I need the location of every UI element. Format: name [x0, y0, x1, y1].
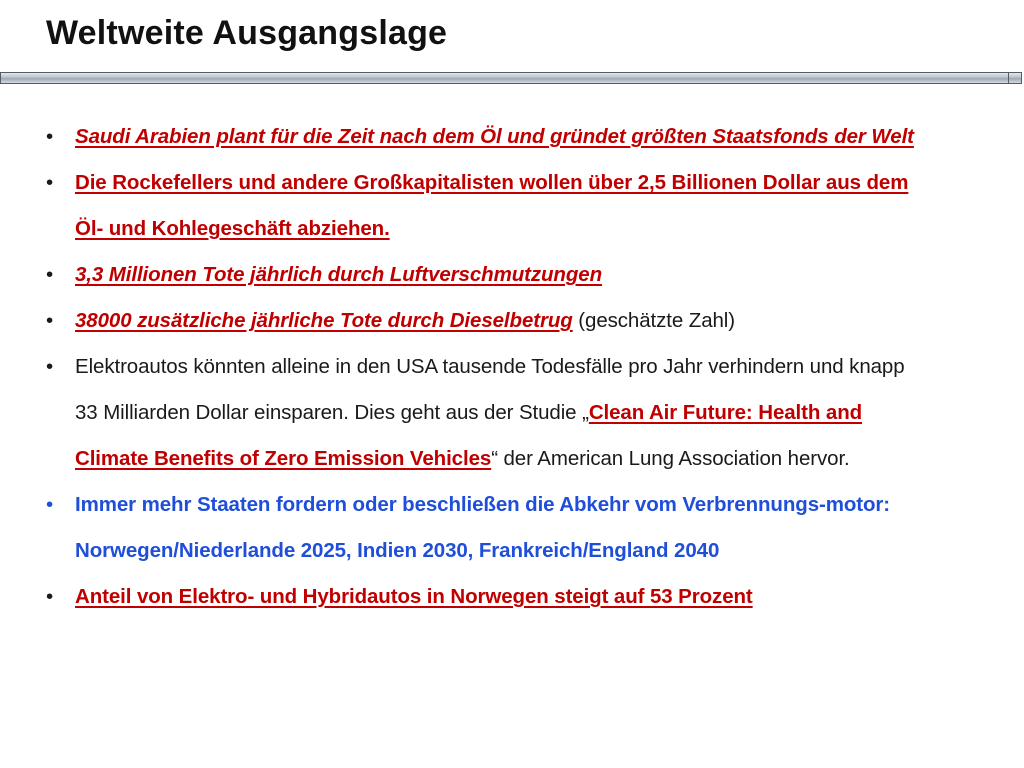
- bullet-item-norway-share: [46, 574, 926, 620]
- link-saudi-arabia[interactable]: Saudi Arabien plant für die Zeit nach dem Öl und gründet größten Staatsfonds der Welt: [75, 125, 914, 148]
- bullet-dot-icon: •: [46, 355, 54, 378]
- link-air-pollution[interactable]: 3,3 Millionen Tote jährlich durch Luftverschmutzungen: [75, 263, 602, 286]
- link-rockefellers[interactable]: Die Rockefellers und andere Großkapitalisten wollen über 2,5 Billionen Dollar aus dem Öl- und Kohlegeschäft abziehen.: [75, 171, 909, 240]
- bullet-dot-icon: •: [46, 585, 54, 608]
- bullet-item-air-pollution: [46, 252, 926, 298]
- bullet-item-diesel: [46, 298, 926, 344]
- link-norway-share[interactable]: Anteil von Elektro- und Hybridautos in Norwegen steigt auf 53 Prozent: [75, 585, 753, 608]
- link-diesel-fraud[interactable]: 38000 zusätzliche jährliche Tote durch Dieselbetrug: [75, 309, 573, 332]
- combustion-ban-text: Immer mehr Staaten fordern oder beschließen die Abkehr vom Verbrennungs-motor: Norwegen/Niederlande 2025, Indien 2030, Frankreich/England 2040: [75, 493, 891, 562]
- bullet-item-combustion-ban: [46, 482, 926, 574]
- bullet-item-electric-cars-usa: [46, 344, 926, 482]
- bullet-dot-icon: •: [46, 493, 54, 516]
- divider-end-cap: [1008, 73, 1021, 83]
- title-divider-bar: [0, 72, 1022, 84]
- bullet-item-saudi-arabia: [46, 114, 926, 160]
- bullet-dot-icon: •: [46, 171, 54, 194]
- slide-title: Weltweite Ausgangslage: [46, 14, 448, 52]
- bullet-dot-icon: •: [46, 263, 54, 286]
- bullet-dot-icon: •: [46, 125, 54, 148]
- study-text-before: Elektroautos könnten alleine in den USA tausende Todesfälle pro Jahr verhindern und knapp 33 Milliarden Dollar einsparen. Dies geht aus der Studie „: [75, 355, 905, 424]
- diesel-note: (geschätzte Zahl): [572, 309, 735, 332]
- bullet-dot-icon: •: [46, 309, 54, 332]
- bullet-item-rockefellers: [46, 160, 926, 252]
- link-clean-air-future[interactable]: Clean Air Future: Health and Climate Benefits of Zero Emission Vehicles: [75, 401, 863, 470]
- bullet-list: [46, 114, 926, 620]
- study-text-after: “ der American Lung Association hervor.: [491, 447, 850, 470]
